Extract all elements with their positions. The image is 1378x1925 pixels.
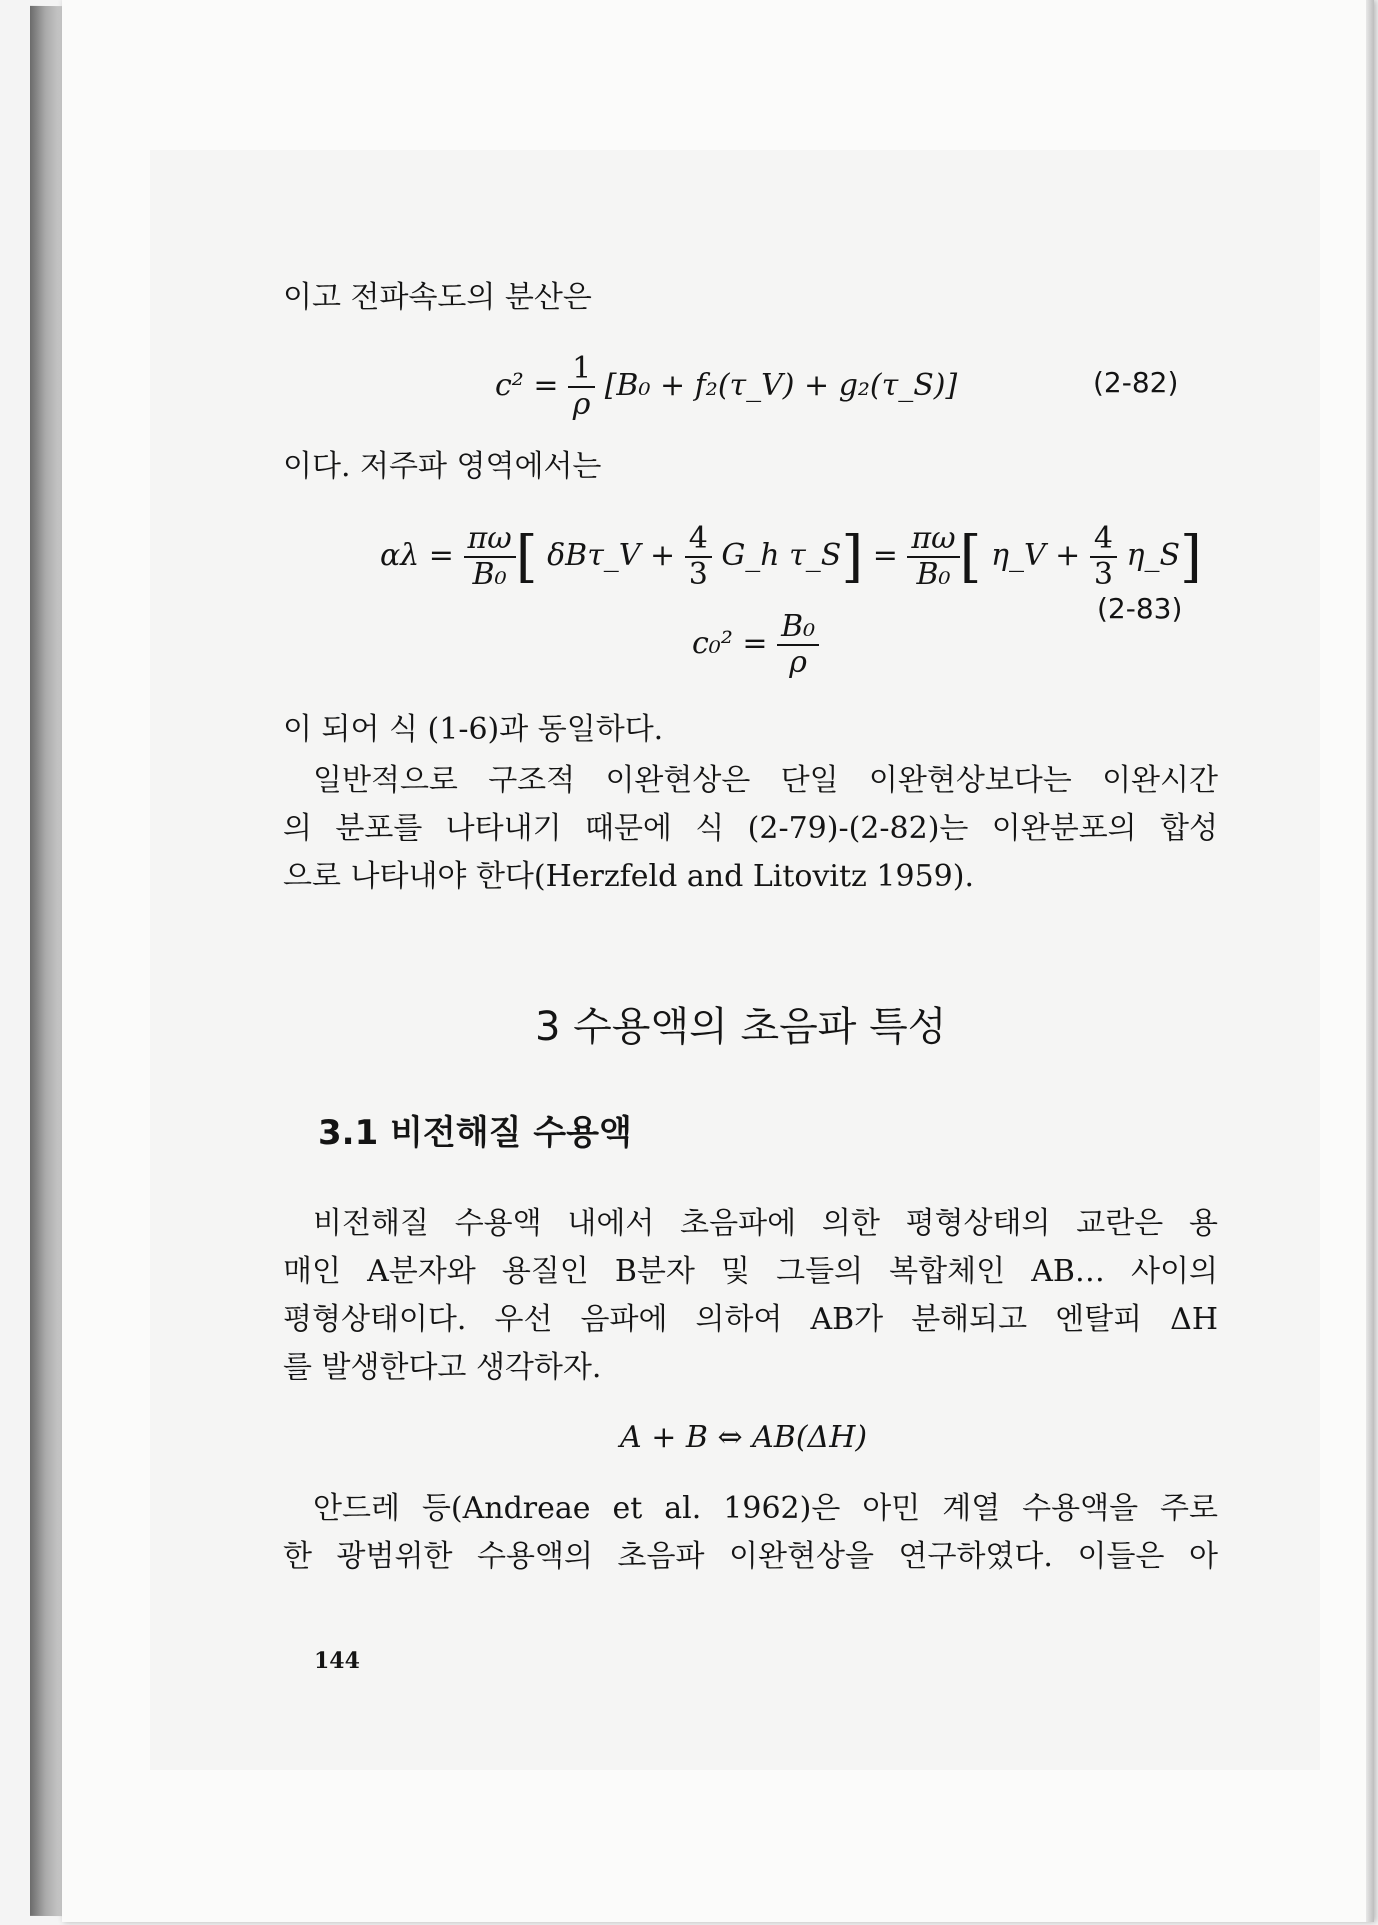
eq-fraction xyxy=(1090,522,1117,592)
eq-lhs: c² = xyxy=(495,368,559,403)
paragraph-2 xyxy=(283,1200,1218,1392)
eq-term: δBτ_V + xyxy=(547,538,676,573)
paragraph-line: 비전해질 수용액 내에서 초음파에 의한 평형상태의 교란은 용 xyxy=(313,1206,1218,1241)
subsection-title: 3.1 비전해질 수용액 xyxy=(318,1113,632,1153)
eq-fraction xyxy=(777,610,819,680)
equation-2-83-line2 xyxy=(692,610,819,680)
frac-denominator: B₀ xyxy=(472,557,507,592)
eq-fraction xyxy=(685,522,712,592)
frac-numerator: πω xyxy=(907,522,959,558)
eq-term: η_V + xyxy=(991,538,1081,573)
section-title: 3 수용액의 초음파 특성 xyxy=(535,1004,947,1050)
eq-fraction xyxy=(907,522,959,592)
paragraph-line: 를 발생한다고 생각하자. xyxy=(283,1350,602,1385)
paragraph-line: 안드레 등(Andreae et al. 1962)은 아민 계열 수용액을 주로 xyxy=(313,1491,1218,1526)
eq-lhs: αλ = xyxy=(380,538,454,573)
right-bracket: ] xyxy=(841,524,864,590)
left-bracket: [ xyxy=(515,524,538,590)
right-bracket: ] xyxy=(1180,524,1202,590)
paragraph-line: 으로 나타내야 한다(Herzfeld and Litovitz 1959). xyxy=(283,859,974,894)
frac-denominator: B₀ xyxy=(916,557,951,592)
page-edge xyxy=(1366,0,1374,1922)
text-line: 이고 전파속도의 분산은 xyxy=(283,280,592,315)
equation-number: (2-82) xyxy=(1093,366,1179,399)
frac-denominator: 3 xyxy=(688,557,708,592)
frac-numerator: 1 xyxy=(568,352,595,388)
frac-denominator: ρ xyxy=(572,387,591,422)
left-bracket: [ xyxy=(959,524,982,590)
eq-equals: = xyxy=(872,538,898,573)
frac-numerator: πω xyxy=(464,522,516,558)
reaction-equation: A + B ⇔ AB(ΔH) xyxy=(620,1420,868,1455)
paragraph-1 xyxy=(283,757,1218,901)
frac-numerator: 4 xyxy=(1090,522,1117,558)
paragraph-line: 일반적으로 구조적 이완현상은 단일 이완현상보다는 이완시간 xyxy=(313,763,1218,798)
book-spine xyxy=(30,6,64,1916)
eq-fraction xyxy=(464,522,516,592)
paragraph-line: 매인 A분자와 용질인 B분자 및 그들의 복합체인 AB… 사이의 xyxy=(283,1254,1218,1289)
frac-numerator: 4 xyxy=(685,522,712,558)
eq-fraction xyxy=(568,352,595,422)
paragraph-line: 평형상태이다. 우선 음파에 의하여 AB가 분해되고 엔탈피 ΔH xyxy=(283,1302,1218,1337)
paragraph-line: 한 광범위한 수용액의 초음파 이완현상을 연구하였다. 이들은 아 xyxy=(283,1539,1218,1574)
eq-rhs: [B₀ + f₂(τ_V) + g₂(τ_S)] xyxy=(604,368,958,403)
eq-lhs: c₀² = xyxy=(692,626,768,661)
text-line: 이 되어 식 (1-6)과 동일하다. xyxy=(283,712,664,747)
frac-numerator: B₀ xyxy=(777,610,819,646)
frac-denominator: ρ xyxy=(789,645,807,680)
equation-2-82 xyxy=(495,352,957,422)
equation-2-83-line1 xyxy=(380,522,1202,592)
equation-number: (2-83) xyxy=(1097,592,1183,625)
frac-denominator: 3 xyxy=(1093,557,1113,592)
page-number: 144 xyxy=(314,1648,360,1674)
eq-term: η_S xyxy=(1126,538,1181,573)
eq-term: G_h τ_S xyxy=(721,538,842,573)
paragraph-line: 의 분포를 나타내기 때문에 식 (2-79)-(2-82)는 이완분포의 합성 xyxy=(283,811,1218,846)
paragraph-3 xyxy=(283,1485,1218,1581)
text-line: 이다. 저주파 영역에서는 xyxy=(283,449,602,484)
